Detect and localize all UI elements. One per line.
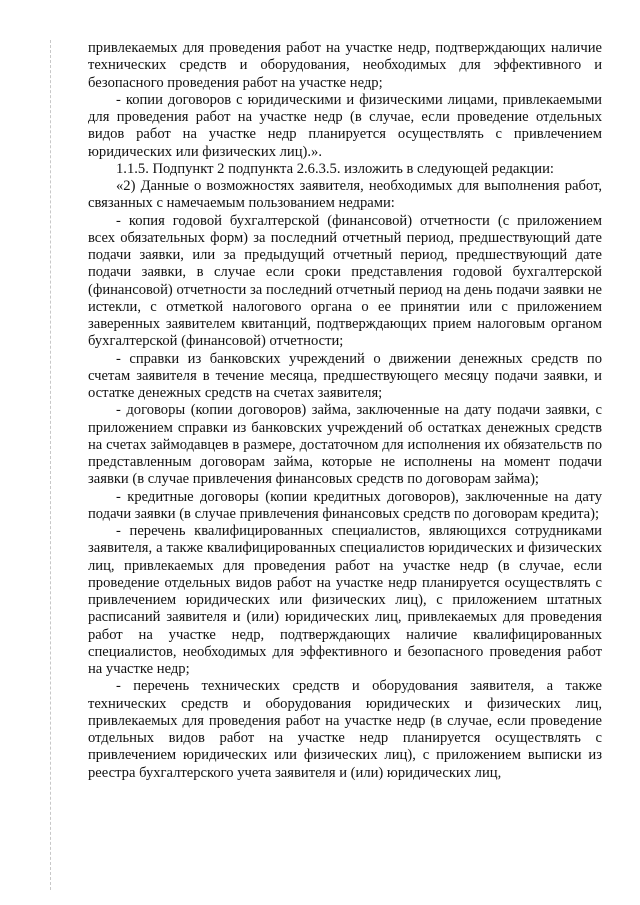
paragraph-applicant-capabilities: «2) Данные о возможностях заявителя, необходимых для выполнения работ, связанных с намечаемым пользованием недрами: xyxy=(88,178,602,212)
paragraph-amendment-heading: 1.1.5. Подпункт 2 подпункта 2.6.3.5. изложить в следующей редакции: xyxy=(116,160,554,177)
paragraph-credit-agreements: - кредитные договоры (копии кредитных договоров), заключенные на дату подачи заявки (в случае привлечения финансовых средств по договорам кредита); xyxy=(88,488,602,522)
paragraph-equipment-list: - перечень технических средств и оборудования заявителя, а также технических средств и оборудования юридических и физических лиц, привлекаемых для проведения работ на участке недр (в случае, если проведение отдельных видов работ на участке недр планируется осуществлять с привлечением юридических или физических лиц), с приложением выписки из реестра бухгалтерского учета заявителя и (или) юридических лиц, xyxy=(88,678,602,781)
paragraph-bank-statements: - справки из банковских учреждений о движении денежных средств по счетам заявителя в течение месяца, предшествующего месяцу подачи заявки, и остатке денежных средств на счетах заявителя; xyxy=(88,350,602,401)
paragraph-specialists-list: - перечень квалифицированных специалистов, являющихся сотрудниками заявителя, а также квалифицированных специалистов юридических и физических лиц, привлекаемых для проведения работ на участке недр (в случае, если проведение отдельных видов работ на участке недр планируется осуществлять с привлечением юридических или физических лиц), с приложением штатных расписаний заявителя и (или) юридических лиц, привлекаемых для проведения работ на участке недр, подтверждающих наличие квалифицированных специалистов, необходимых для эффективного и безопасного проведения работ на участке недр; xyxy=(88,523,602,677)
paragraph-continuation: привлекаемых для проведения работ на участке недр, подтверждающих наличие технических средств и оборудования, необходимых для эффективного и безопасного проведения работ на участке недр; xyxy=(88,40,602,91)
paragraph-loan-agreements: - договоры (копии договоров) займа, заключенные на дату подачи заявки, с приложением справки из банковских учреждений об остатках денежных средств на счетах займодавцев в размере, достаточном для исполнения их обязательств по представленным договорам займа, которые не исполнены на момент подачи заявки (в случае привлечения финансовых средств по договорам займа); xyxy=(88,402,602,488)
document-body xyxy=(88,40,602,782)
page-margin-rule xyxy=(50,40,51,890)
paragraph-financial-statements: - копия годовой бухгалтерской (финансовой) отчетности (с приложением всех обязательных форм) за последний отчетный период, предшествующий дате подачи заявки, или за предыдущий отчетный период, предшествующий дате подачи заявки, в случае если сроки представления годовой бухгалтерской (финансовой) отчетности за последний отчетный период на день подачи заявки не истекли, с отметкой налогового органа о ее принятии или с приложением заверенных заявителем квитанций, подтверждающих прием налоговым органом бухгалтерской (финансовой) отчетности; xyxy=(88,212,602,350)
paragraph-contracts-copies: - копии договоров с юридическими и физическими лицами, привлекаемыми для проведения работ на участке недр (в случае, если проведение отдельных видов работ на участке недр планируется осуществлять с привлечением юридических или физических лиц).». xyxy=(88,91,602,160)
